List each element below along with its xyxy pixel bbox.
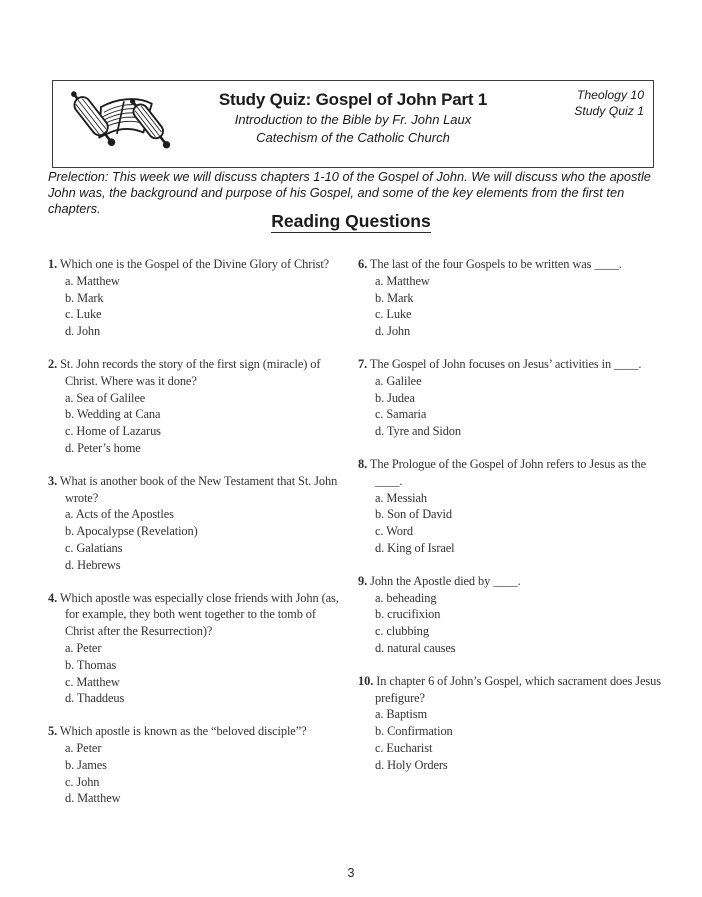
answer-option: c. Galatians <box>65 540 123 555</box>
question-text <box>358 256 661 273</box>
answer-option: a. Peter <box>65 740 102 755</box>
answer-option: a. Baptism <box>375 707 427 722</box>
question-body: John the Apostle died by ____. <box>370 573 521 588</box>
question-text <box>48 356 345 390</box>
question-text <box>358 573 661 590</box>
header-subtitle-1: Introduction to the Bible by Fr. John Laux <box>234 112 472 127</box>
answer-option: c. Eucharist <box>375 740 433 755</box>
question-text <box>48 473 345 507</box>
answer-option: d. natural causes <box>375 640 456 655</box>
answer-option: d. Thaddeus <box>65 691 125 706</box>
question-number: 10. <box>358 673 374 688</box>
question-text <box>358 356 661 373</box>
question-options <box>48 740 345 807</box>
question-options <box>358 590 661 657</box>
question-number: 4. <box>48 590 58 605</box>
question-options <box>48 640 345 707</box>
section-heading-text: Reading Questions <box>271 211 431 231</box>
question-block <box>48 473 345 574</box>
answer-option: d. King of Israel <box>375 540 455 555</box>
prelection-paragraph: Prelection: This week we will discuss chapters 1-10 of the Gospel of John. We will discuss who the apostle John was, the background and purpose of his Gospel, and some of the key elements from the first ten chapters. <box>48 169 651 216</box>
answer-option: b. James <box>65 757 107 772</box>
question-block <box>358 256 661 340</box>
answer-option: d. John <box>375 324 411 339</box>
answer-option: d. Matthew <box>65 791 121 806</box>
question-number: 5. <box>48 724 58 739</box>
header-subtitle-2: Catechism of the Catholic Church <box>256 130 450 145</box>
question-body: What is another book of the New Testament that St. John wrote? <box>59 473 338 505</box>
answer-option: a. Galilee <box>375 373 422 388</box>
course-label <box>574 88 644 119</box>
question-block <box>358 573 661 657</box>
question-options <box>48 506 345 573</box>
answer-option: c. Samaria <box>375 407 427 422</box>
question-options <box>358 373 661 440</box>
question-text <box>358 456 661 490</box>
question-body: St. John records the story of the first sign (miracle) of Christ. Where was it done? <box>60 356 321 388</box>
question-number: 1. <box>48 257 58 271</box>
answer-option: a. Acts of the Apostles <box>65 507 174 522</box>
question-options <box>358 273 661 340</box>
section-heading <box>0 211 702 232</box>
answer-option: a. Messiah <box>375 490 427 505</box>
questions-area <box>48 256 661 823</box>
answer-option: c. clubbing <box>375 624 429 639</box>
answer-option: b. Apocalypse (Revelation) <box>65 524 198 539</box>
answer-option: b. Confirmation <box>375 724 453 739</box>
question-body: In chapter 6 of John’s Gospel, which sacrament does Jesus prefigure? <box>375 673 661 705</box>
answer-option: c. Matthew <box>65 674 120 689</box>
answer-option: a. Matthew <box>375 273 430 288</box>
answer-option: c. Word <box>375 524 413 539</box>
question-number: 8. <box>358 456 368 471</box>
answer-option: d. John <box>65 324 101 339</box>
question-number: 6. <box>358 257 368 271</box>
question-block <box>358 456 661 557</box>
header-title-block <box>53 90 653 146</box>
question-number: 9. <box>358 573 368 588</box>
question-text <box>48 723 345 740</box>
answer-option: a. Sea of Galilee <box>65 390 146 405</box>
answer-option: a. beheading <box>375 590 437 605</box>
question-block <box>48 256 345 340</box>
answer-option: b. Wedding at Cana <box>65 407 161 422</box>
questions-column-left <box>48 256 345 823</box>
questions-column-right <box>358 256 661 823</box>
question-body: The Prologue of the Gospel of John refers to Jesus as the ____. <box>369 456 647 488</box>
answer-option: b. Mark <box>65 290 104 305</box>
question-block <box>48 590 345 708</box>
question-number: 7. <box>358 356 368 371</box>
answer-option: d. Holy Orders <box>375 757 448 772</box>
page-title: Study Quiz: Gospel of John Part 1 <box>218 90 488 109</box>
answer-option: c. Home of Lazarus <box>65 424 161 439</box>
question-block <box>358 673 661 774</box>
question-text <box>48 590 345 640</box>
quiz-header <box>52 80 654 168</box>
quiz-number: Study Quiz 1 <box>574 103 644 118</box>
question-number: 3. <box>48 473 58 488</box>
answer-option: a. Peter <box>65 640 102 655</box>
answer-option: d. Tyre and Sidon <box>375 424 461 439</box>
question-body: The last of the four Gospels to be written was ____. <box>369 257 622 271</box>
question-block <box>48 723 345 807</box>
question-block <box>48 356 345 457</box>
answer-option: c. Luke <box>375 307 412 322</box>
answer-option: d. Peter’s home <box>65 440 141 455</box>
page-number: 3 <box>347 866 355 880</box>
answer-option: b. crucifixion <box>375 607 441 622</box>
question-body: Which apostle is known as the “beloved disciple”? <box>59 724 307 739</box>
question-options <box>358 490 661 557</box>
answer-option: d. Hebrews <box>65 557 121 572</box>
question-block <box>358 356 661 440</box>
answer-option: b. Thomas <box>65 657 117 672</box>
question-options <box>48 273 345 340</box>
answer-option: b. Mark <box>375 290 414 305</box>
answer-option: a. Matthew <box>65 273 120 288</box>
question-options <box>358 706 661 773</box>
question-text <box>48 256 345 273</box>
question-number: 2. <box>48 356 58 371</box>
question-body: The Gospel of John focuses on Jesus’ activities in ____. <box>369 356 642 371</box>
answer-option: c. Luke <box>65 307 102 322</box>
question-body: Which one is the Gospel of the Divine Glory of Christ? <box>59 257 330 271</box>
question-text <box>358 673 661 707</box>
course-name: Theology 10 <box>576 88 644 102</box>
answer-option: b. Judea <box>375 390 415 405</box>
answer-option: c. John <box>65 774 100 789</box>
question-options <box>48 390 345 457</box>
question-body: Which apostle was especially close friends with John (as, for example, they both went together to the tomb of Christ after the Resurrection)? <box>59 590 339 639</box>
answer-option: b. Son of David <box>375 507 452 522</box>
